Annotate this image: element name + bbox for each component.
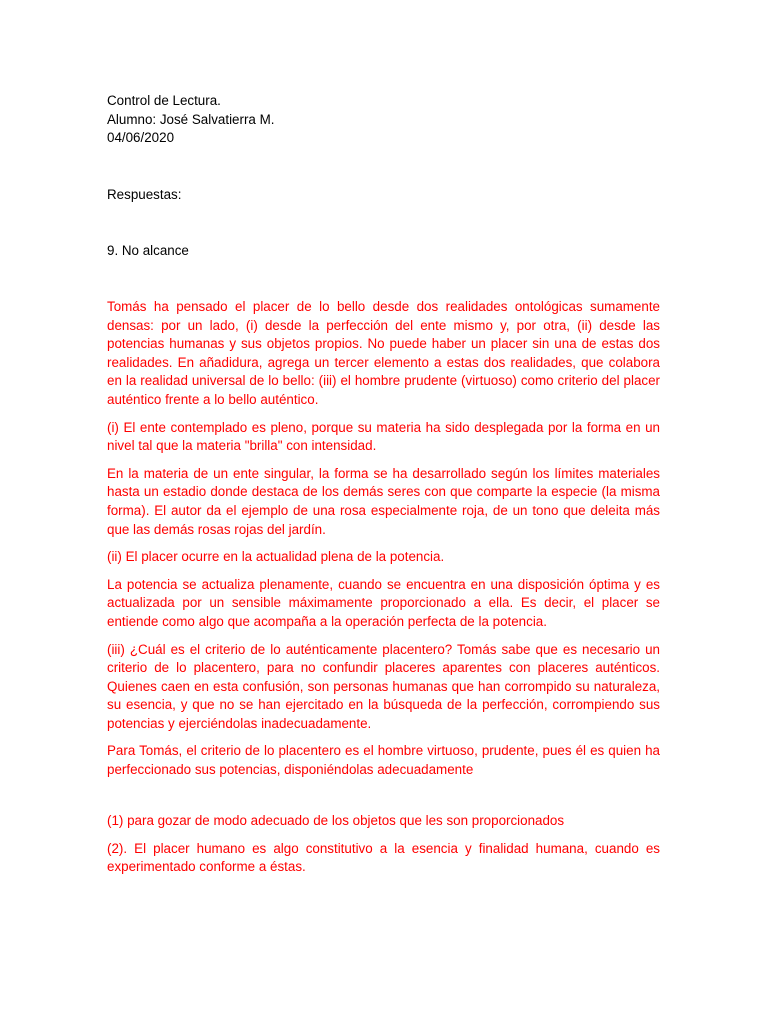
- question-block: [107, 242, 660, 261]
- answers-heading-block: [107, 186, 660, 205]
- answers-heading: Respuestas:: [107, 187, 182, 202]
- student-name: Alumno: José Salvatierra M.: [107, 111, 275, 127]
- answer-paragraph: (i) El ente contemplado es pleno, porque su materia ha sido desplegada por la forma en un nivel tal que la materia "brilla" con intensidad.: [107, 419, 660, 454]
- answer-paragraph: (iii) ¿Cuál es el criterio de lo auténticamente placentero? Tomás sabe que es necesario un criterio de lo placentero, para no confundir placeres aparentes con placeres auténticos. Quienes caen en esta confusión, son personas humanas que han corrompido su naturaleza, su esencia, y que no se han ejercitado en la búsqueda de la perfección, corrompiendo sus potencias y ejerciéndolas inadecuadamente.: [107, 641, 660, 731]
- answer-body: [107, 298, 660, 789]
- document-title: Control de Lectura.: [107, 93, 221, 108]
- answer-paragraph: Tomás ha pensado el placer de lo bello desde dos realidades ontológicas sumamente densas: por un lado, (i) desde la perfección del ente mismo y, por otra, (ii) desde las potencias humanas y sus objetos propios. No puede haber un placer sin una de estas dos realidades. En añadidura, agrega un tercer elemento a estas dos realidades, que colabora en la realidad universal de lo bello: (iii) el hombre prudente (virtuoso) como criterio del placer auténtico frente a lo bello auténtico.: [107, 299, 660, 407]
- answer-paragraph: En la materia de un ente singular, la forma se ha desarrollado según los límites materiales hasta un estadio donde destaca de los demás seres con que comparte la especie (la misma forma). El autor da el ejemplo de una rosa especialmente roja, de un tono que deleita más que las demás rosas rojas del jardín.: [107, 465, 660, 537]
- document-date: 04/06/2020: [107, 130, 175, 145]
- footnote-paragraph: (2). El placer humano es algo constitutivo a la esencia y finalidad humana, cuando es experimentado conforme a éstas.: [107, 840, 660, 875]
- answer-paragraph: Para Tomás, el criterio de lo placentero es el hombre virtuoso, prudente, pues él es quien ha perfeccionado sus potencias, disponiéndolas adecuadamente: [107, 743, 660, 778]
- answer-paragraph: (ii) El placer ocurre en la actualidad plena de la potencia.: [107, 549, 445, 565]
- question-label: 9. No alcance: [107, 243, 189, 258]
- answer-paragraph: La potencia se actualiza plenamente, cuando se encuentra en una disposición óptima y es actualizada por un sensible máximamente proporcionado a ella. Es decir, el placer se entiende como algo que acompaña a la operación perfecta de la potencia.: [107, 576, 660, 629]
- document-header: [107, 92, 660, 148]
- footnote-paragraph: (1) para gozar de modo adecuado de los objetos que les son proporcionados: [107, 813, 565, 828]
- answer-footnotes: [107, 812, 660, 886]
